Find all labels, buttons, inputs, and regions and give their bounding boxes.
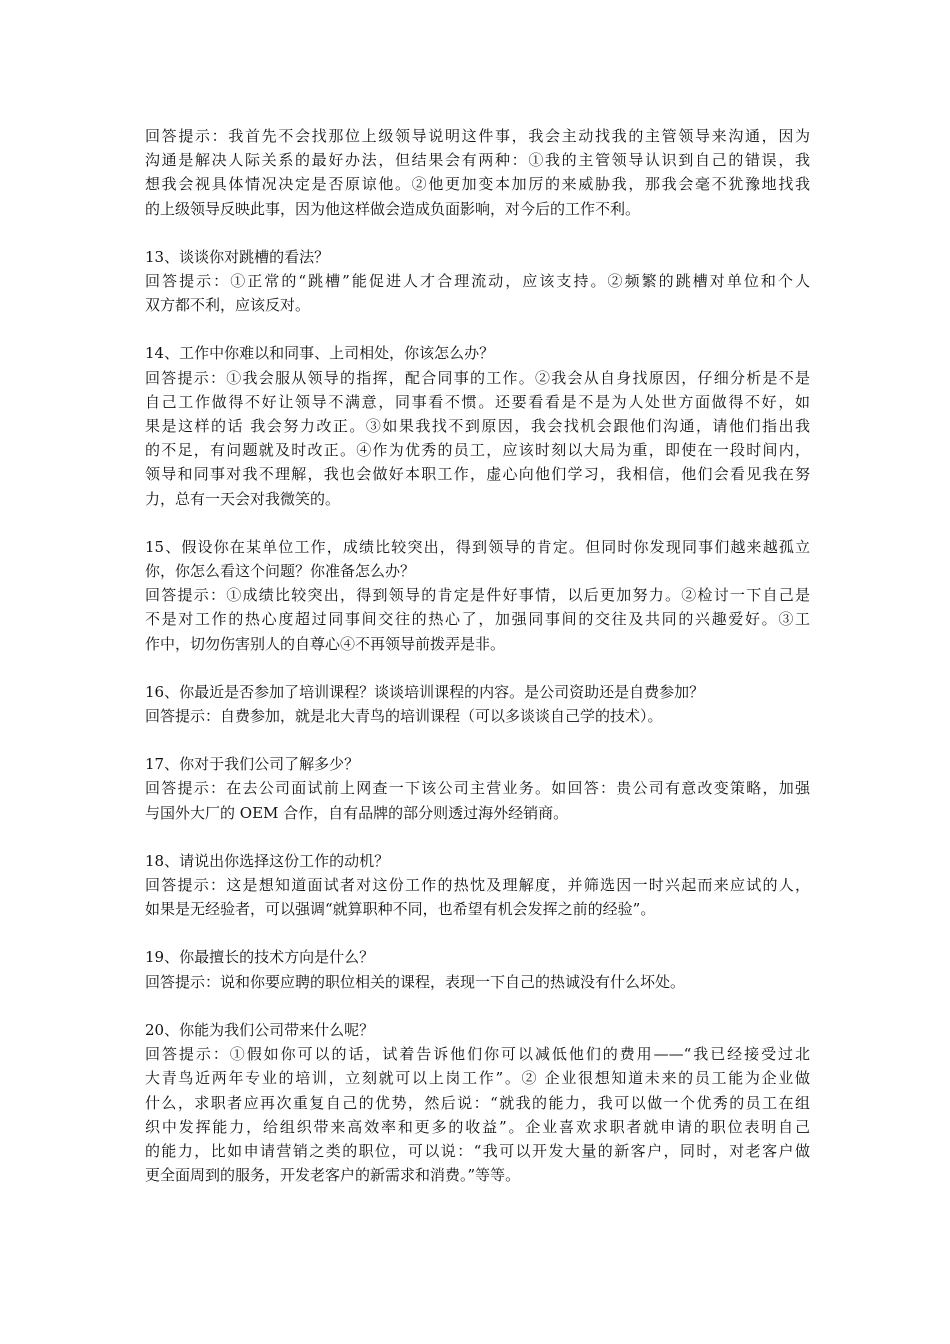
- answer-block-12: [145, 124, 810, 221]
- text-line: 自己工作做得不好让领导不满意，同事看不惯。还要看看是不是为人处世方面做得不好，如: [145, 392, 810, 411]
- question-heading: 16、你最近是否参加了培训课程？谈谈培训课程的内容。是公司资助还是自费参加？: [145, 682, 705, 701]
- text-line: 果是这样的话 我会努力改正。③如果我找不到原因，我会找机会跟他们沟通，请他们指出我: [145, 417, 810, 436]
- question-block-14: [145, 341, 810, 510]
- text-line: 回答提示：①我会服从领导的指挥，配合同事的工作。②我会从自身找原因，仔细分析是不是: [145, 368, 810, 387]
- question-heading: 15、假设你在某单位工作，成绩比较突出，得到领导的肯定。但同时你发现同事们越来越孤立: [145, 537, 810, 556]
- question-heading: 14、工作中你难以和同事、上司相处，你该怎么办？: [145, 344, 495, 363]
- question-block-16: [145, 680, 810, 728]
- text-line: 双方都不利，应该反对。: [145, 296, 311, 315]
- text-line: 不是对工作的热心度超过同事间交往的热心了，加强同事间的交往及共同的兴趣爱好。③工: [145, 610, 810, 629]
- question-block-13: [145, 245, 810, 318]
- question-block-15: [145, 535, 810, 656]
- question-heading-cont: 你，你怎么看这个问题？你准备怎么办？: [145, 562, 416, 581]
- text-line: 回答提示：①成绩比较突出，得到领导的肯定是件好事情，以后更加努力。②检讨一下自己是: [145, 586, 810, 605]
- question-heading: 18、请说出你选择这份工作的动机？: [145, 851, 390, 870]
- text-line: 回答提示：自费参加，就是北大青鸟的培训课程（可以多谈谈自己学的技术）。: [145, 707, 663, 726]
- text-line: 作中，切勿伤害别人的自尊心④不再领导前拨弄是非。: [145, 634, 506, 653]
- text-line: 的上级领导反映此事，因为他这样做会造成负面影响，对今后的工作不利。: [145, 199, 641, 218]
- text-line: 回答提示：①假如你可以的话，试着告诉他们你可以减低他们的费用——“我已经接受过北: [145, 1045, 810, 1064]
- text-line: 什么，求职者应再次重复自己的优势，然后说：“就我的能力，我可以做一个优秀的员工在组: [145, 1093, 810, 1112]
- question-heading: 20、你能为我们公司带来什么呢？: [145, 1020, 375, 1039]
- question-block-19: [145, 945, 810, 993]
- text-line: 如果是无经验者，可以强调“就算职种不同，也希望有机会发挥之前的经验”。: [145, 900, 656, 919]
- text-line: 回答提示：这是想知道面试者对这份工作的热忱及理解度，并筛选因一时兴起而来应试的人，: [145, 876, 810, 895]
- text-line: 的不足，有问题就及时改正。④作为优秀的员工，应该时刻以大局为重，即使在一段时间内，: [145, 441, 810, 460]
- question-heading: 17、你对于我们公司了解多少？: [145, 755, 360, 774]
- text-line: 沟通是解决人际关系的最好办法，但结果会有两种：①我的主管领导认识到自己的错误，我: [145, 151, 810, 170]
- question-block-20: [145, 1018, 810, 1187]
- document-page: [145, 124, 810, 1211]
- text-line: 大青鸟近两年专业的培训，立刻就可以上岗工作”。② 企业很想知道未来的员工能为企业做: [145, 1069, 810, 1088]
- text-line: 力，总有一天会对我微笑的。: [145, 489, 341, 508]
- text-line: 与国外大厂的 OEM 合作，自有品牌的部分则透过海外经销商。: [145, 803, 569, 822]
- text-line: 领导和同事对我不理解，我也会做好本职工作，虚心向他们学习，我相信，他们会看见我在努: [145, 465, 810, 484]
- question-block-18: [145, 849, 810, 922]
- text-line: 想我会视具体情况决定是否原谅他。②他更加变本加厉的来威胁我，那我会毫不犹豫地找我: [145, 175, 810, 194]
- question-block-17: [145, 752, 810, 825]
- text-line: 的能力，比如申请营销之类的职位，可以说：“我可以开发大量的新客户，同时，对老客户做: [145, 1141, 810, 1160]
- question-heading: 19、你最擅长的技术方向是什么？: [145, 948, 375, 967]
- text-line: 回答提示：说和你要应聘的职位相关的课程，表现一下自己的热诚没有什么坏处。: [145, 972, 686, 991]
- text-line: 回答提示：①正常的“跳槽”能促进人才合理流动，应该支持。②频繁的跳槽对单位和个人: [145, 272, 810, 291]
- question-heading: 13、谈谈你对跳槽的看法？: [145, 247, 330, 266]
- text-line: 织中发挥能力，给组织带来高效率和更多的收益”。企业喜欢求职者就申请的职位表明自己: [145, 1117, 810, 1136]
- text-line: 回答提示：我首先不会找那位上级领导说明这件事，我会主动找我的主管领导来沟通，因为: [145, 127, 810, 145]
- text-line: 更全面周到的服务，开发老客户的新需求和消费。”等等。: [145, 1166, 521, 1185]
- text-line: 回答提示：在去公司面试前上网查一下该公司主营业务。如回答：贵公司有意改变策略，加强: [145, 779, 810, 798]
